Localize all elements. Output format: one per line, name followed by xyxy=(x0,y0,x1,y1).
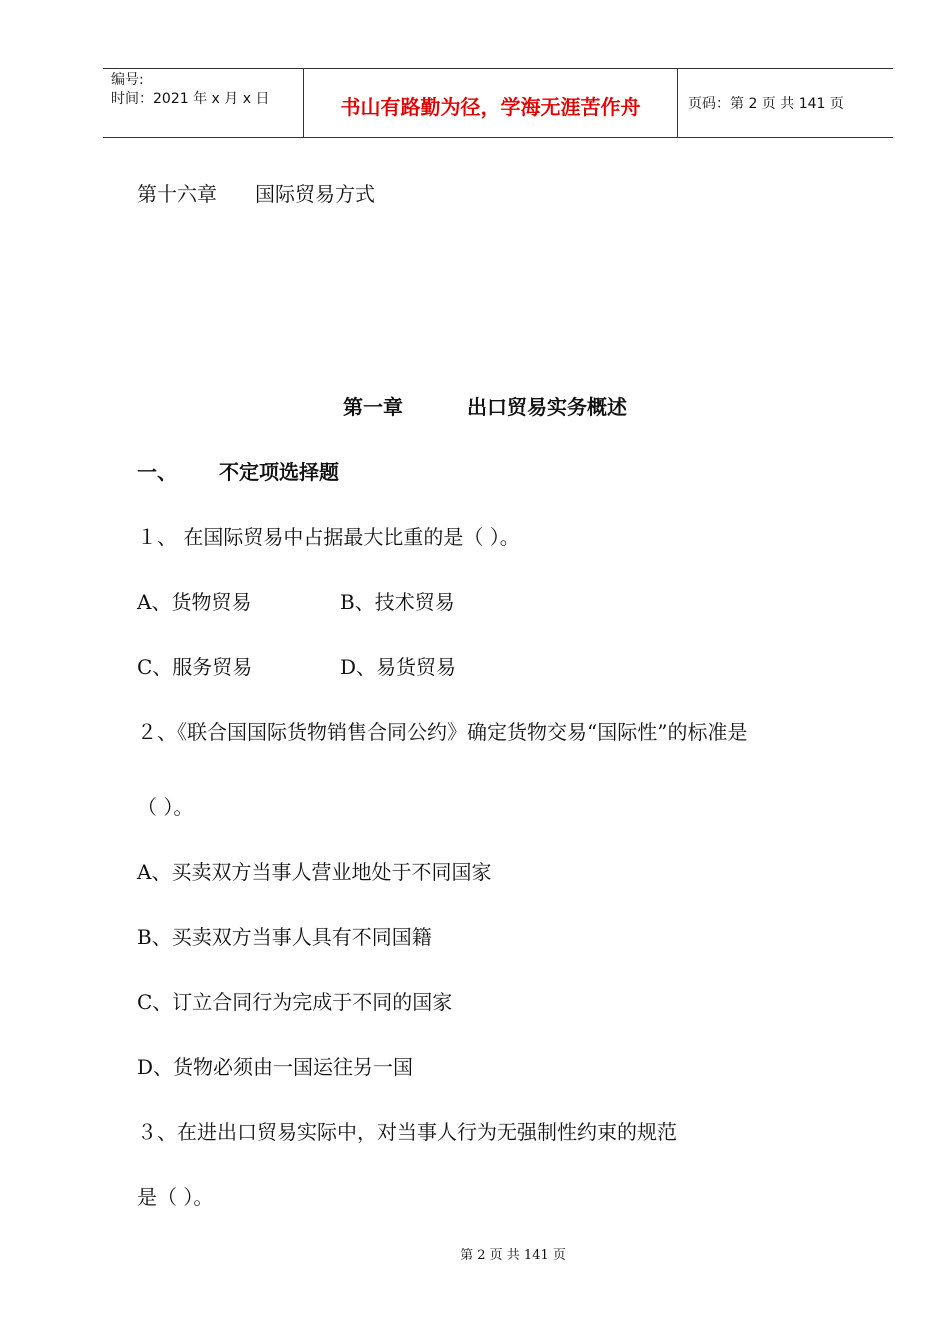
question-3-stem-continued: 是（ ）。 xyxy=(137,1185,214,1209)
question-1-option-d: D、易货贸易 xyxy=(340,655,457,679)
header-motto: 书山有路勤为径，学海无涯苦作舟 xyxy=(304,69,678,137)
question-2-option-d: D、货物必须由一国运往另一国 xyxy=(137,1055,414,1079)
document-time-label: 时间：2021 年 x 月 x 日 xyxy=(111,91,270,107)
toc-chapter-number: 第十六章 xyxy=(137,182,217,206)
question-2-stem-continued: （ ）。 xyxy=(137,795,194,819)
section-heading xyxy=(137,459,339,485)
chapter-title: 出口贸易实务概述 xyxy=(467,395,627,419)
header-page-info: 页码：第 2 页 共 141 页 xyxy=(688,96,844,112)
question-3-stem: ３、在进出口贸易实际中，对当事人行为无强制性约束的规范 xyxy=(137,1120,677,1144)
page-footer: 第 2 页 共 141 页 xyxy=(460,1248,566,1263)
section-number: 一、 xyxy=(137,460,177,484)
question-2-stem: ２、《联合国国际货物销售合同公约》确定货物交易“国际性”的标准是 xyxy=(137,720,748,744)
question-1-option-a: A、货物贸易 xyxy=(137,590,252,614)
page-header xyxy=(103,68,893,138)
question-1-option-c: C、服务贸易 xyxy=(137,655,253,679)
toc-chapter-title: 国际贸易方式 xyxy=(255,182,375,206)
question-2-option-a: A、买卖双方当事人营业地处于不同国家 xyxy=(137,860,492,884)
chapter-number: 第一章 xyxy=(343,395,403,419)
question-2-option-c: C、订立合同行为完成于不同的国家 xyxy=(137,990,453,1014)
section-title: 不定项选择题 xyxy=(219,460,339,484)
question-2-option-b: B、买卖双方当事人具有不同国籍 xyxy=(137,925,432,949)
toc-entry xyxy=(137,181,375,207)
question-1-option-b: B、技术贸易 xyxy=(340,590,455,614)
question-1-stem: １、 在国际贸易中占据最大比重的是（ ）。 xyxy=(137,525,520,549)
header-meta-cell xyxy=(103,69,304,137)
chapter-heading xyxy=(343,394,627,420)
document-number-label: 编号: xyxy=(111,72,144,88)
